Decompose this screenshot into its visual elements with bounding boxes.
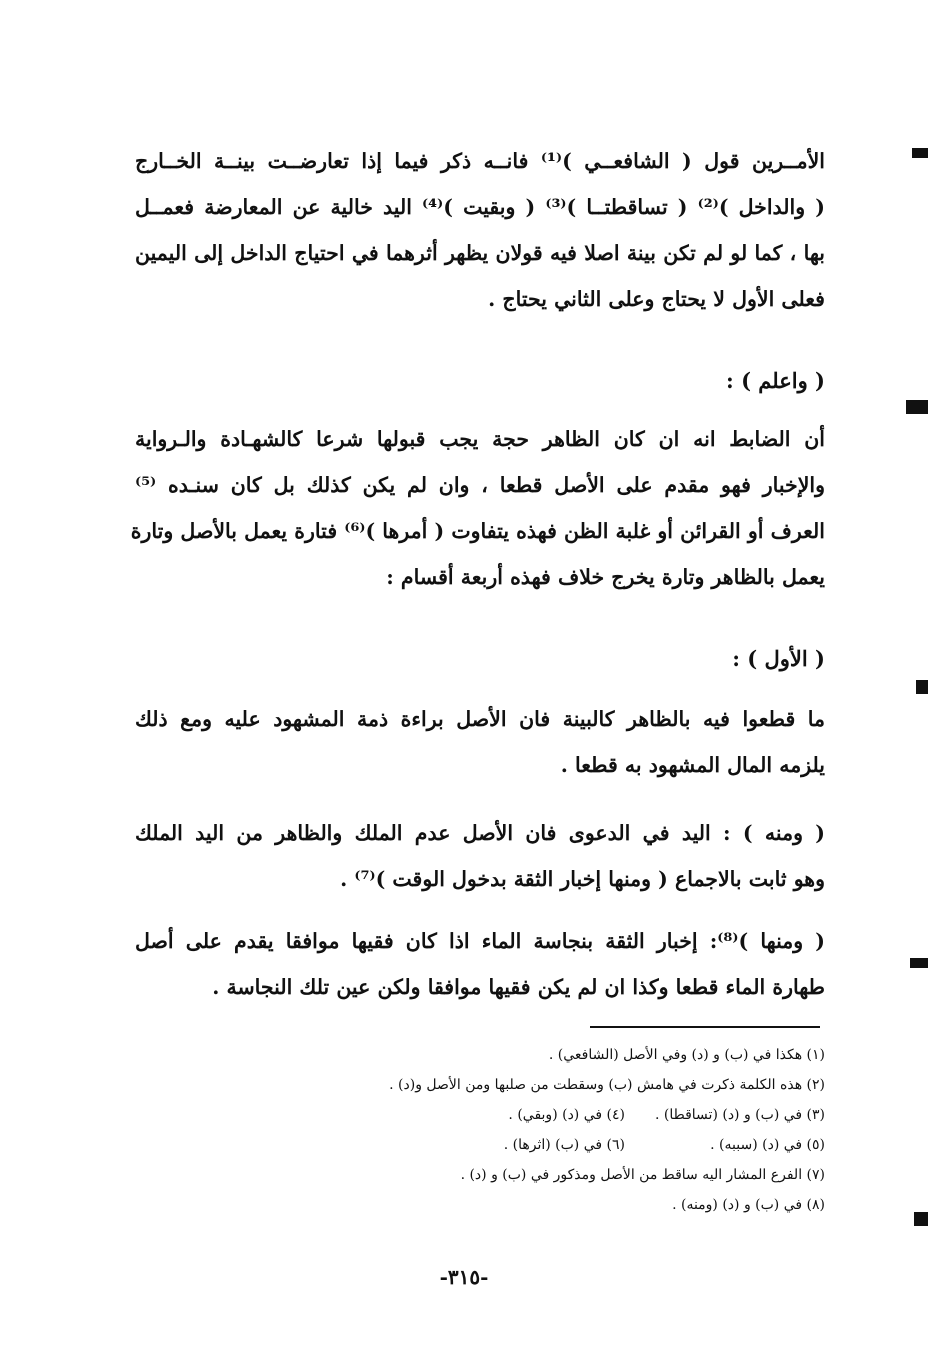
footnote-separator	[590, 1026, 820, 1028]
text-line: الأمــرين قول ( الشافعــي )⁽¹⁾ فانــه ذكر فيما إذا تعارضــت بينــة الخــارج	[135, 149, 825, 173]
text-line: وهو ثابت بالاجماع ( ومنها إخبار الثقة بدخول الوقت )⁽⁷⁾ .	[340, 867, 825, 891]
text-line: طهارة الماء قطعا وكذا ان لم يكن فقيها موافقا ولكن عين تلك النجاسة .	[212, 975, 825, 999]
paragraph-4	[135, 810, 825, 902]
footnotes	[280, 1040, 825, 1220]
text-line: ما قطعوا فيه بالظاهر كالبينة فان الأصل براءة ذمة المشهود عليه ومع ذلك	[135, 707, 825, 731]
footnote-3: (٣) في (ب) و (د) (تساقطا) .	[654, 1107, 825, 1123]
scan-edge-mark	[916, 680, 928, 694]
text-line: ( ومنه ) : اليد في الدعوى فان الأصل عدم الملك والظاهر من اليد الملك	[135, 821, 825, 845]
text-line: ( والداخل )⁽²⁾ ( تساقطتــا )⁽³⁾ ( وبقيت )⁽⁴⁾ اليد خالية عن المعارضة فعمــل	[135, 195, 825, 219]
text-line: أن الضابط انه ان كان الظاهر حجة يجب قبولها شرعا كالشهـادة والـرواية	[135, 427, 825, 451]
footnote-6: (٦) في (ب) (اثرها) .	[503, 1137, 625, 1153]
text-line: العرف أو القرائن أو غلبة الظن فهذه يتفاوت ( أمرها )⁽⁶⁾ فتارة يعمل بالأصل وتارة	[130, 519, 825, 543]
footnote-5: (٥) في (د) (سببه) .	[710, 1137, 825, 1153]
text-line: ( ومنها )⁽⁸⁾: إخبار الثقة بنجاسة الماء اذا كان فقيها موافقا يقدم على أصل	[135, 929, 825, 953]
page-number: -٣١٥-	[439, 1265, 489, 1289]
paragraph-2	[130, 416, 825, 600]
text-line: يلزمه المال المشهود به قطعا .	[560, 753, 825, 777]
text-line: بها ، كما لو لم تكن بينة اصلا فيه قولان يظهر أثرهما في احتياج الداخل إلى اليمين	[135, 241, 825, 265]
scan-edge-mark	[906, 400, 928, 414]
footnote-row	[280, 1130, 825, 1160]
paragraph-3	[135, 696, 825, 788]
scan-edge-mark	[910, 958, 928, 968]
footnote-4: (٤) في (د) (وبقي) .	[508, 1107, 625, 1123]
paragraph-5	[135, 918, 825, 1010]
paragraph-1	[135, 138, 825, 322]
text-line: فعلى الأول لا يحتاج وعلى الثاني يحتاج .	[488, 287, 825, 311]
footnote-8: (٨) في (ب) و (د) (ومنه) .	[672, 1197, 825, 1213]
text-line: يعمل بالظاهر وتارة يخرج خلاف فهذه أربعة أقسام :	[386, 565, 825, 589]
scan-edge-mark	[914, 1212, 928, 1226]
footnote-row	[280, 1100, 825, 1130]
footnote-7: (٧) الفرع المشار اليه ساقط من الأصل ومذكور في (ب) و (د) .	[460, 1167, 825, 1183]
footnote-1: (١) هكذا في (ب) و (د) وفي الأصل (الشافعي) .	[548, 1047, 825, 1063]
text-line: والإخبار فهو مقدم على الأصل قطعا ، وان لم يكن كذلك بل كان سنـده ⁽⁵⁾	[135, 473, 825, 497]
scan-edge-mark	[912, 148, 928, 158]
section-heading-waelam: ( واعلم ) :	[726, 368, 825, 393]
footnote-2: (٢) هذه الكلمة ذكرت في هامش (ب) وسقطت من صلبها ومن الأصل و(د) .	[389, 1077, 825, 1093]
section-heading-first: ( الأول ) :	[732, 646, 825, 671]
